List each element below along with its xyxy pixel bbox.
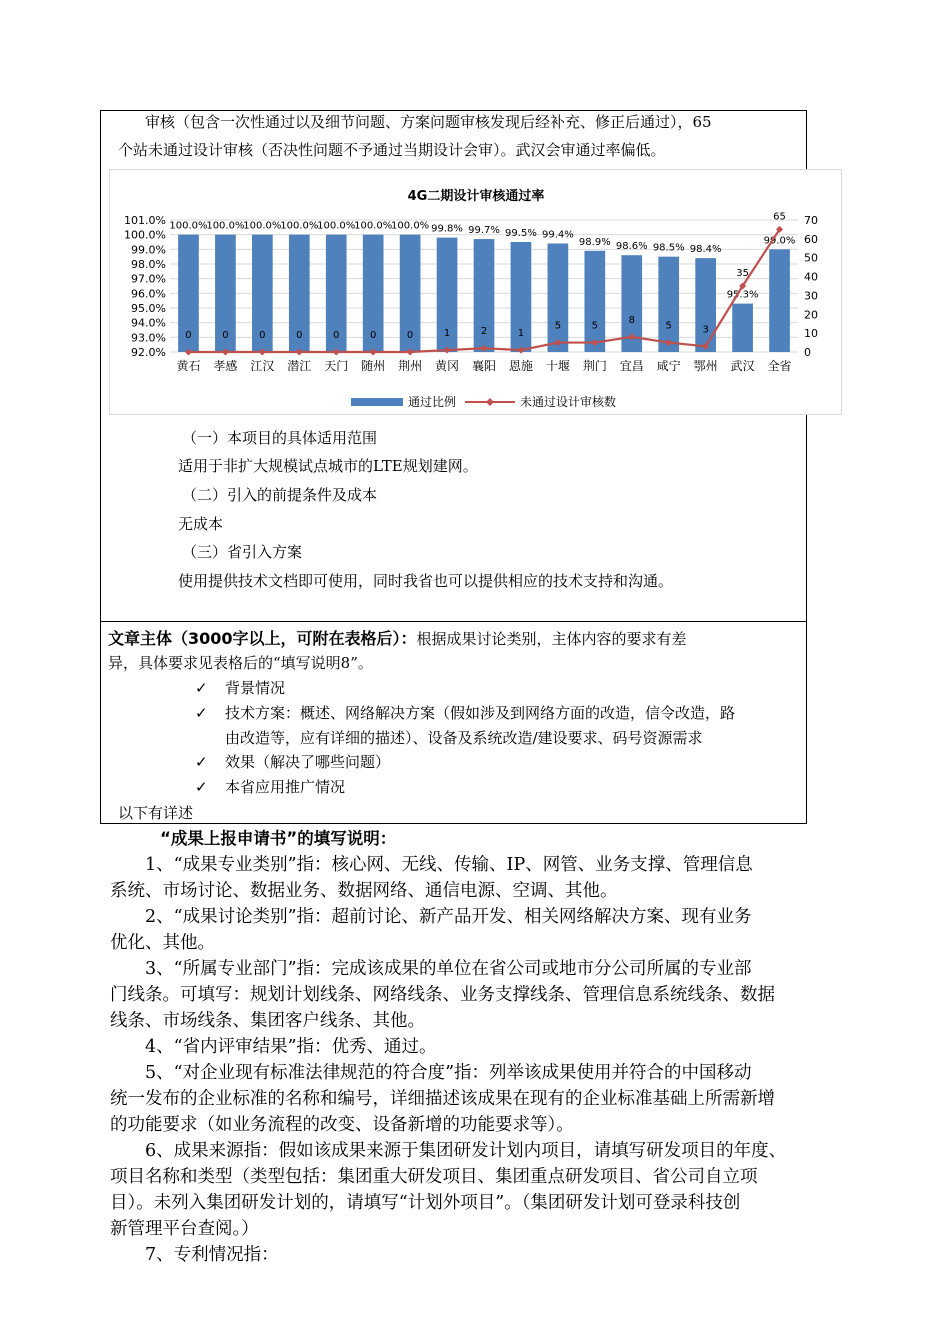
list-item: 本省应用推广情况: [225, 778, 346, 796]
line-value-label: 8: [628, 314, 635, 326]
instruction-line: 新管理平台查阅。）: [110, 1219, 259, 1239]
category-labels: [176, 358, 791, 373]
category-label: 襄阳: [471, 359, 497, 373]
legend-line-label: 未通过设计审核数: [520, 395, 617, 409]
left-tick-label: 93.0%: [131, 331, 166, 345]
instructions-title: “成果上报申请书”的填写说明：: [160, 829, 397, 848]
category-label: 鄂州: [693, 359, 718, 373]
right-tick-label: 0: [804, 346, 811, 359]
bar-value-label: 98.5%: [652, 242, 685, 254]
bar: [769, 249, 790, 352]
bar-value-label: 99.5%: [505, 228, 537, 239]
line-value-label: 0: [259, 330, 266, 341]
left-tick-label: 92.0%: [131, 346, 166, 359]
category-label: 天门: [324, 359, 349, 373]
line-value-label: 1: [517, 328, 525, 340]
left-tick-label: 95.0%: [131, 302, 166, 315]
right-tick-label: 70: [804, 214, 818, 227]
category-label: 荆州: [398, 359, 423, 373]
category-label: 荆门: [582, 359, 607, 373]
bar-value-label: 100.0%: [206, 220, 245, 232]
right-tick-label: 20: [804, 308, 818, 322]
check-icon: ✓: [195, 704, 208, 722]
legend-line-marker: [486, 398, 494, 406]
bar-value-label: 100.0%: [280, 220, 319, 232]
category-label: 全省: [767, 359, 792, 373]
approval-rate-chart: [109, 169, 842, 415]
right-tick-label: 50: [804, 251, 818, 265]
bar-value-label: 99.4%: [541, 229, 574, 241]
right-tick-label: 40: [804, 270, 818, 284]
legend-bar-swatch: [351, 398, 403, 406]
check-icon: ✓: [195, 679, 208, 697]
check-icon: ✓: [195, 778, 208, 796]
left-tick-label: 99.0%: [131, 243, 166, 257]
category-label: 黄冈: [435, 359, 460, 373]
bar-value-label: 99.7%: [468, 225, 500, 237]
scope-heading: （一）本项目的具体适用范围: [182, 429, 378, 447]
main-title-bold: 文章主体（3000字以上，可附在表格后）：: [108, 629, 417, 648]
list-item: 背景情况: [225, 679, 286, 697]
line-value-label: 5: [591, 320, 599, 332]
list-item-continued: 由改造等，应有详细的描述）、设备及系统改造/建设要求、码号资源需求: [225, 729, 703, 747]
main-title: [108, 629, 687, 649]
instruction-line: 5、“对企业现有标准法律规范的符合度”指：列举该成果使用并符合的中国移动: [145, 1063, 752, 1083]
line-value-label: 0: [185, 330, 192, 341]
chart-title: 4G二期设计审核通过率: [407, 189, 545, 204]
bar-value-label: 98.6%: [615, 241, 648, 253]
line-value-label: 0: [369, 330, 377, 341]
bar-value-label: 98.9%: [578, 236, 611, 248]
line-value-label: 3: [702, 324, 709, 336]
bar-value-label: 99.0%: [763, 235, 796, 247]
line-value-label: 65: [773, 211, 786, 223]
category-label: 黄石: [176, 359, 201, 373]
category-label: 潜江: [287, 359, 312, 373]
instruction-line: 2、“成果讨论类别”指：超前讨论、新产品开发、相关网络解决方案、现有业务: [145, 907, 752, 927]
instruction-line: 线条、市场线条、集团客户线条、其他。: [110, 1011, 425, 1031]
line-value-label: 5: [665, 320, 672, 332]
line-value-label: 0: [333, 330, 340, 341]
category-label: 孝感: [213, 359, 238, 373]
bar-value-label: 100.0%: [354, 220, 393, 232]
bar-value-label: 100.0%: [391, 220, 430, 232]
bar: [695, 258, 716, 352]
intro-line-2: 个站未通过设计审核（否决性问题不予通过当期设计会审）。武汉会审通过率偏低。: [118, 141, 666, 159]
chart-svg: [110, 170, 843, 416]
line-value-label: 0: [222, 330, 229, 341]
instruction-line: 3、“所属专业部门”指：完成该成果的单位在省公司或地市分公司所属的专业部: [145, 959, 752, 979]
category-label: 江汉: [250, 359, 275, 373]
list-item: 效果（解决了哪些问题）: [225, 753, 391, 771]
instruction-line: 4、“省内评审结果”指：优秀、通过。: [145, 1037, 437, 1057]
details-below-note: 以下有详述: [118, 804, 194, 822]
intro-line-1: 审核（包含一次性通过以及细节问题、方案问题审核发现后经补充、修正后通过），65: [145, 113, 712, 131]
bar: [732, 304, 753, 352]
instruction-line: 6、成果来源指：假如该成果来源于集团研发计划内项目，请填写研发项目的年度、: [145, 1141, 787, 1161]
cost-heading: （二）引入的前提条件及成本: [182, 486, 378, 504]
left-tick-label: 96.0%: [131, 287, 166, 301]
instruction-line: 的功能要求（如业务流程的改变、设备新增的功能要求等）。: [110, 1115, 574, 1135]
bar-value-label: 100.0%: [169, 220, 208, 232]
check-icon: ✓: [195, 753, 208, 771]
category-label: 十堰: [545, 359, 570, 373]
left-tick-label: 101.0%: [124, 214, 166, 227]
instruction-line: 目）。未列入集团研发计划的，请填写“计划外项目”。（集团研发计划可登录科技创: [110, 1193, 741, 1213]
bar-value-label: 95.3%: [726, 289, 759, 301]
bar-value-label: 100.0%: [317, 220, 356, 232]
legend-bar-label: 通过比例: [408, 395, 457, 409]
line-value-label: 1: [443, 328, 451, 340]
line-value-label: 0: [406, 330, 414, 341]
right-tick-label: 10: [804, 327, 818, 341]
instruction-line: 7、专利情况指：: [145, 1245, 279, 1265]
left-tick-label: 94.0%: [131, 316, 166, 330]
instruction-line: 项目名称和类型（类型包括：集团重大研发项目、集团重点研发项目、省公司自立项: [110, 1167, 758, 1187]
right-axis-ticks: [804, 214, 818, 359]
scope-text: 适用于非扩大规模试点城市的LTE规划建网。: [178, 457, 478, 475]
bar-value-label: 99.8%: [431, 223, 463, 235]
category-label: 武汉: [730, 359, 755, 373]
bar: [584, 251, 605, 352]
right-tick-label: 30: [804, 289, 818, 303]
category-label: 恩施: [508, 359, 533, 373]
left-tick-label: 97.0%: [131, 272, 166, 286]
instruction-line: 统一发布的企业标准的名称和编号，详细描述该成果在现有的企业标准基础上所需新增: [110, 1089, 775, 1109]
category-label: 咸宁: [656, 359, 681, 373]
instruction-line: 门线条。可填写：规划计划线条、网络线条、业务支撑线条、管理信息系统线条、数据: [110, 985, 775, 1005]
instruction-line: 1、“成果专业类别”指：核心网、无线、传输、IP、网管、业务支撑、管理信息: [145, 855, 753, 875]
instruction-line: 系统、市场讨论、数据业务、数据网络、通信电源、空调、其他。: [110, 881, 618, 901]
line-value-label: 2: [480, 326, 488, 338]
line-value-label: 35: [736, 268, 749, 279]
cost-text: 无成本: [178, 515, 224, 533]
main-title-rest: 根据成果讨论类别，主体内容的要求有差: [416, 630, 687, 648]
list-item: 技术方案：概述、网络解决方案（假如涉及到网络方面的改造，信令改造，路: [225, 704, 736, 722]
line-value-label: 5: [554, 320, 562, 332]
instruction-line: 优化、其他。: [110, 933, 215, 953]
bar: [548, 243, 569, 352]
category-label: 宜昌: [619, 359, 644, 373]
plan-text: 使用提供技术文档即可使用，同时我省也可以提供相应的技术支持和沟通。: [178, 572, 674, 590]
legend: [351, 394, 616, 409]
main-title-line-2: 异，具体要求见表格后的“填写说明8”。: [108, 654, 373, 672]
bar-value-label: 100.0%: [243, 220, 282, 232]
line-value-label: 0: [296, 330, 303, 341]
right-tick-label: 60: [804, 232, 818, 246]
left-tick-label: 100.0%: [124, 228, 166, 242]
category-label: 随州: [361, 359, 386, 373]
plan-heading: （三）省引入方案: [182, 543, 303, 561]
left-axis-ticks: [124, 214, 166, 359]
left-tick-label: 98.0%: [131, 258, 166, 271]
bar: [658, 257, 679, 352]
bar-value-label: 98.4%: [689, 244, 722, 256]
